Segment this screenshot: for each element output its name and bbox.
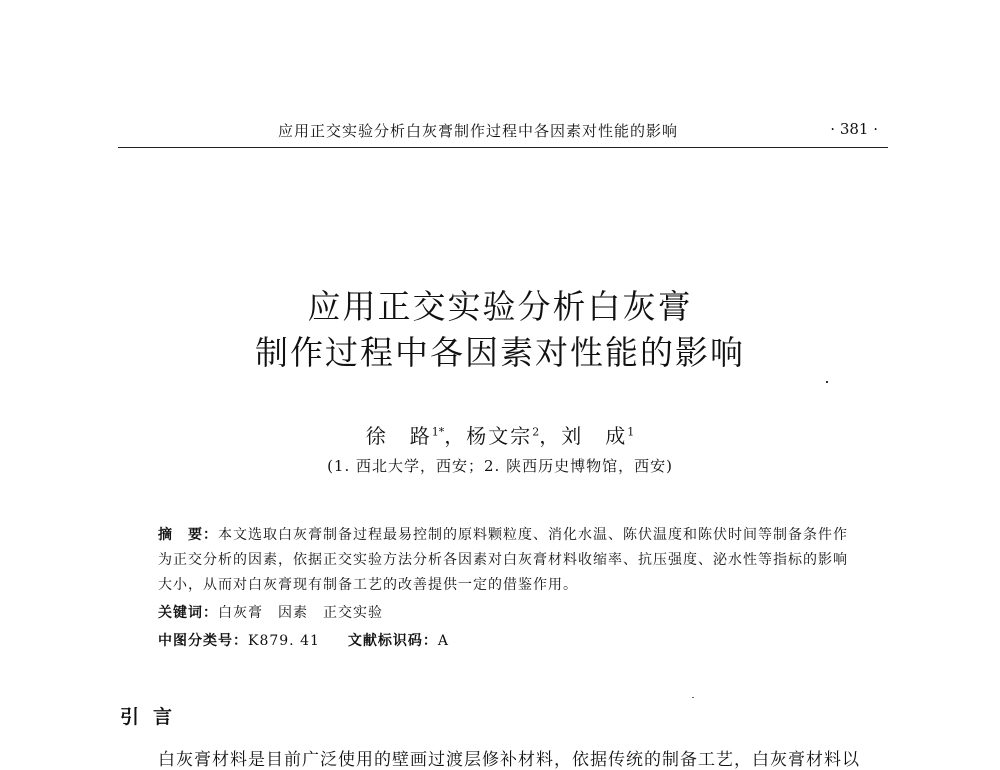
stray-mark xyxy=(826,381,828,383)
header-rule xyxy=(118,147,888,148)
doc-code-value: A xyxy=(437,633,450,649)
author-separator: ， xyxy=(539,424,562,448)
stray-mark xyxy=(692,697,694,698)
author-list xyxy=(0,420,1000,449)
affiliations: (1. 西北大学，西安；2. 陕西历史博物馆，西安) xyxy=(327,457,673,475)
classification-label: 中图分类号： xyxy=(158,633,248,649)
running-title: 应用正交实验分析白灰膏制作过程中各因素对性能的影响 xyxy=(278,122,679,140)
paper-title xyxy=(0,284,1000,376)
author-name: 刘 成 xyxy=(561,424,628,448)
abstract xyxy=(158,523,858,598)
classification xyxy=(158,630,449,650)
title-line-1: 应用正交实验分析白灰膏 xyxy=(307,287,693,326)
keywords xyxy=(158,602,383,622)
abstract-text: 本文选取白灰膏制备过程最易控制的原料颗粒度、消化水温、陈伏温度和陈伏时间等制备条件作为正交分析的因素，依据正交实验方法分析各因素对白灰膏材料收缩率、抗压强度、泌水性等指标的影响大小，从而对白灰膏现有制备工艺的改善提供一定的借鉴作用。 xyxy=(158,527,848,593)
author-affiliation-mark: 1* xyxy=(431,425,445,439)
running-header xyxy=(118,120,888,146)
body-paragraph: 白灰膏材料是目前广泛使用的壁画过渡层修补材料，依据传统的制备工艺，白灰膏材料以 xyxy=(158,750,860,770)
abstract-label: 摘 要： xyxy=(158,527,218,543)
keywords-label: 关键词： xyxy=(158,605,218,621)
keywords-value: 白灰膏 因素 正交实验 xyxy=(218,605,383,621)
doc-code-label: 文献标识码： xyxy=(347,633,438,649)
classification-value: K879. 41 xyxy=(248,633,320,649)
author-name: 徐 路 xyxy=(365,424,432,448)
author-separator: ， xyxy=(444,424,467,448)
author-affiliation-mark: 1 xyxy=(627,425,635,439)
title-line-2: 制作过程中各因素对性能的影响 xyxy=(255,333,745,372)
author-affiliation-mark: 2 xyxy=(532,425,540,439)
page-number: · 381 · xyxy=(830,120,878,138)
author-name: 杨文宗 xyxy=(466,424,533,448)
section-heading: 引言 xyxy=(120,706,187,728)
